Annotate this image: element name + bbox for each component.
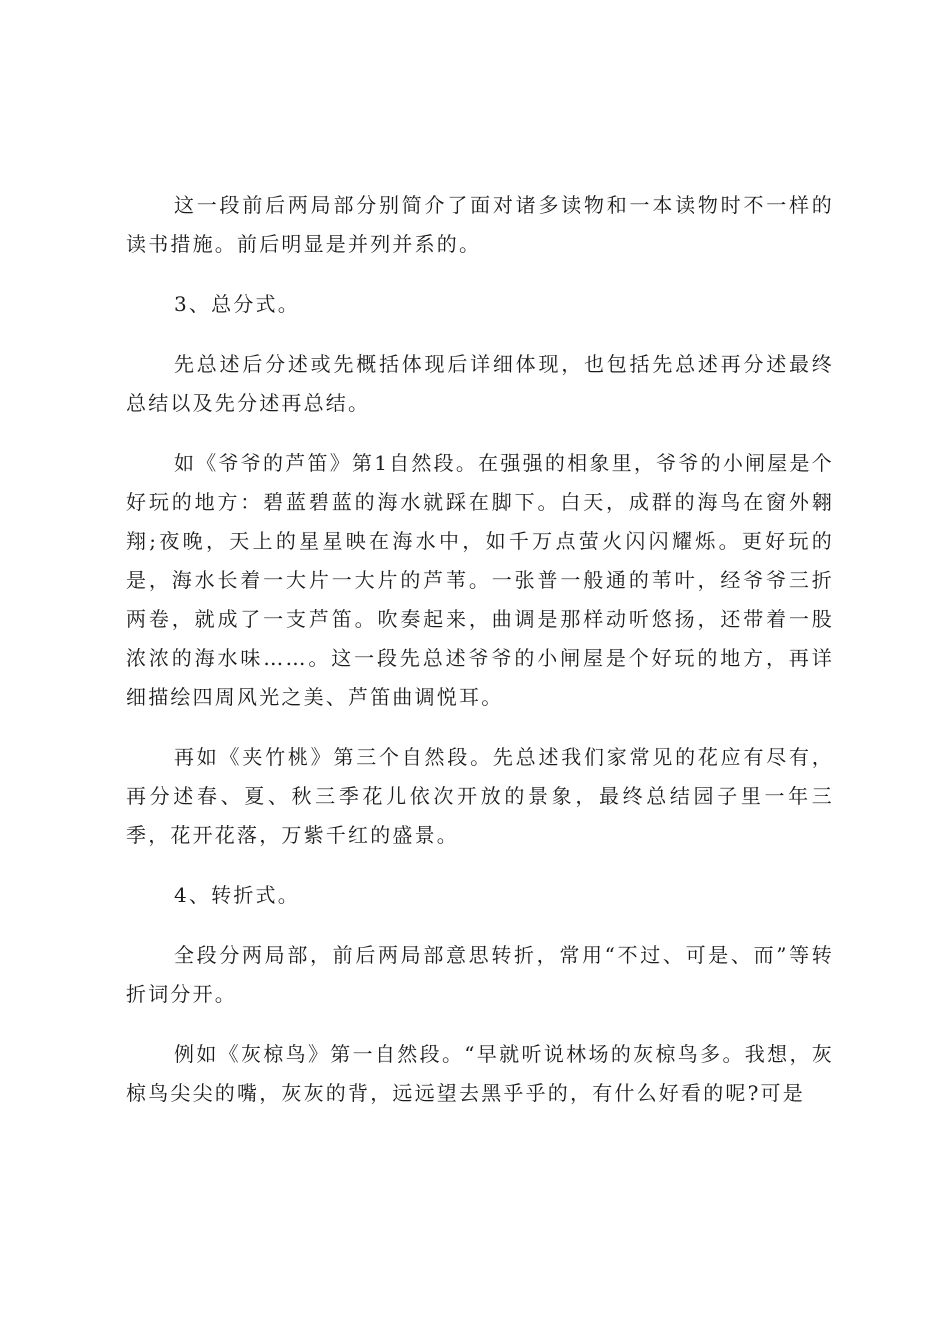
paragraph: 再如《夹竹桃》第三个自然段。先总述我们家常见的花应有尽有，再分述春、夏、秋三季花儿依次开放的景象，最终总结园子里一年三季，花开花落，万紫千红的盛景。 [126, 745, 834, 847]
paragraph: 先总述后分述或先概括体现后详细体现，也包括先总述再分述最终总结以及先分述再总结。 [126, 352, 834, 415]
paragraph: 这一段前后两局部分别简介了面对诸多读物和一本读物时不一样的读书措施。前后明显是并列并系的。 [126, 193, 834, 256]
paragraph: 全段分两局部，前后两局部意思转折，常用“不过、可是、而”等转折词分开。 [126, 943, 834, 1006]
paragraph: 例如《灰椋鸟》第一自然段。“早就听说林场的灰椋鸟多。我想，灰椋鸟尖尖的嘴，灰灰的背，远远望去黑乎乎的，有什么好看的呢?可是 [126, 1042, 834, 1105]
paragraph: 如《爷爷的芦笛》第1自然段。在强强的相象里，爷爷的小闸屋是个好玩的地方：碧蓝碧蓝的海水就踩在脚下。白天，成群的海鸟在窗外翱翔;夜晚，天上的星星映在海水中，如千万点萤火闪闪耀烁。更好玩的是，海水长着一大片一大片的芦苇。一张普一般通的苇叶，经爷爷三折两卷，就成了一支芦笛。吹奏起来，曲调是那样动听悠扬，还带着一股浓浓的海水味……。这一段先总述爷爷的小闸屋是个好玩的地方，再详细描绘四周风光之美、芦笛曲调悦耳。 [126, 451, 834, 709]
section-heading: 3、总分式。 [174, 292, 300, 316]
section-heading: 4、转折式。 [174, 883, 300, 907]
document-body [126, 186, 834, 1134]
